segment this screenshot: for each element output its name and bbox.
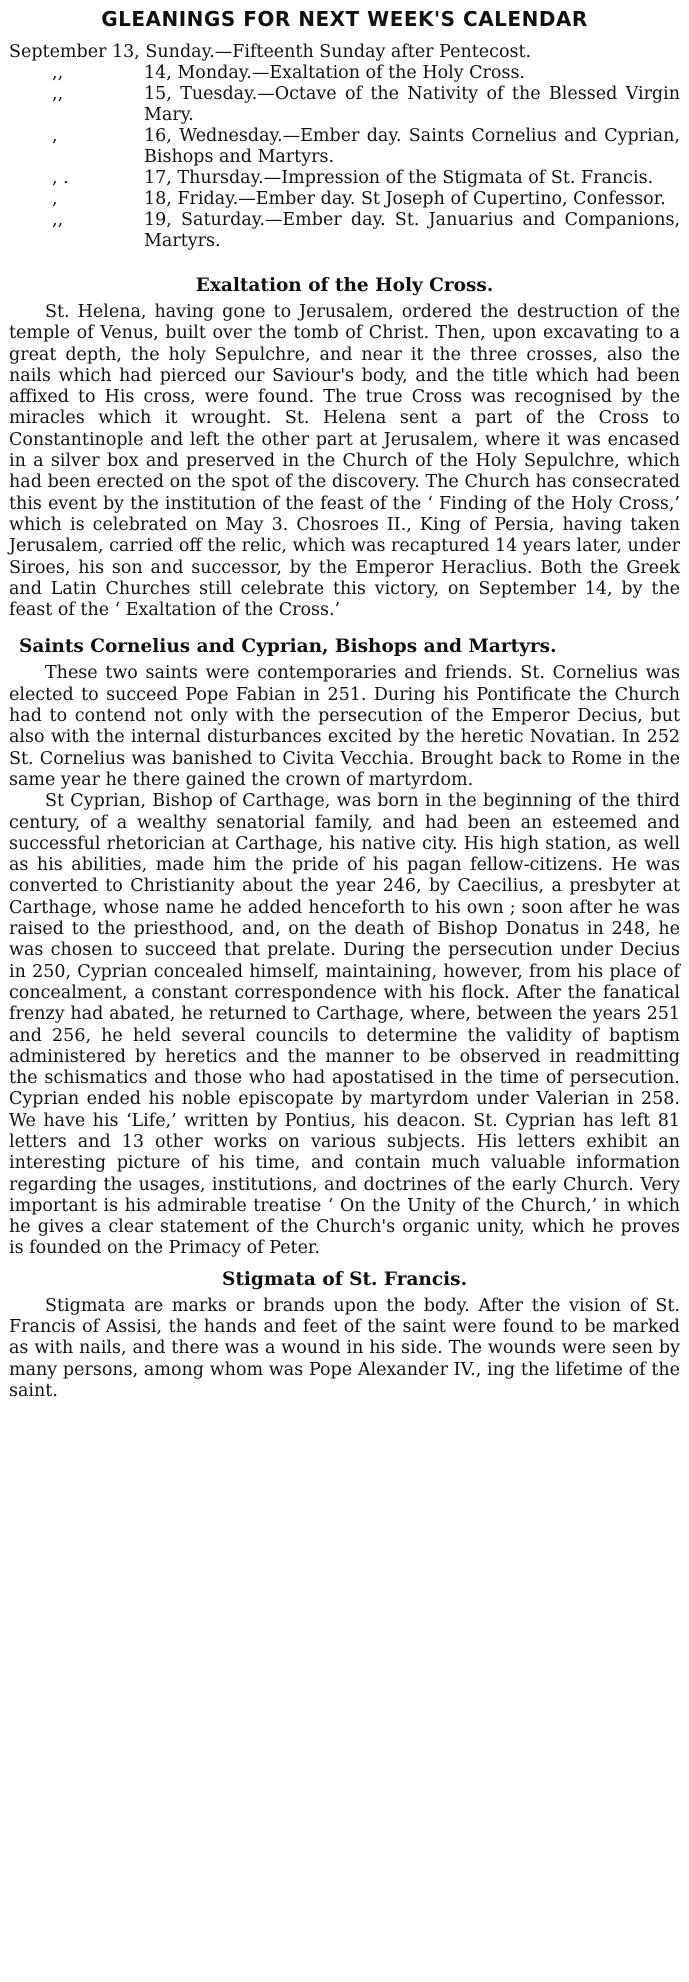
- calendar-entry: [9, 189, 680, 210]
- calendar-date: 15, Tuesday.: [144, 84, 258, 104]
- section-title: Stigmata of St. Francis.: [221, 1268, 468, 1290]
- section-title: Saints Cornelius and Cyprian, Bishops and Martyrs.: [19, 636, 557, 658]
- calendar-entry: [9, 63, 680, 84]
- calendar-date: 19, Saturday.: [144, 210, 265, 230]
- ditto-mark: ,,: [52, 84, 64, 104]
- calendar-text: —Exaltation of the Holy Cross.: [251, 63, 525, 83]
- paragraph: These two saints were contemporaries and friends. St. Cornelius was elected to succeed Pope Fabian in 251. During his Pontificate the Church had to contend not only with the persecution of the Emperor Decius, but also with the internal disturbances excited by the heretic Novatian. In 252 St. Cornelius was banished to Civita Vecchia. Brought back to Rome in the same year he there gained the crown of martyrdom.: [9, 663, 680, 790]
- calendar-text: —Ember day. St. Januarius and Companions, Martyrs.: [144, 210, 681, 251]
- calendar-entry: [9, 210, 680, 252]
- paragraph: St. Helena, having gone to Jerusalem, ordered the destruction of the temple of Venus, built over the tomb of Christ. Then, upon excavating to a great depth, the holy Sepulchre, and near it the three crosses, also the nails which had pierced our Saviour's body, and the title which had been affixed to His cross, were found. The true Cross was recognised by the miracles which it wrought. St. Helena sent a part of the Cross to Constantinople and left the other part at Jerusalem, where it was encased in a silver box and preserved in the Church of the Holy Sepulchre, which had been erected on the spot of the discovery. The Church has consecrated this event by the institution of the feast of the ‘ Finding of the Holy Cross,’ which is celebrated on May 3. Chosroes II., King of Persia, having taken Jerusalem, carried off the relic, which was recaptured 14 years later, under Siroes, his son and successor, by the Emperor Heraclius. Both the Greek and Latin Churches still celebrate this victory, on September 14, by the feast of the ‘ Exaltation of the Cross.’: [9, 302, 680, 621]
- calendar-date: 17, Thursday.: [144, 168, 264, 188]
- calendar-entry: [9, 84, 680, 126]
- paragraph: St Cyprian, Bishop of Carthage, was born in the beginning of the third century, of a wealthy senatorial family, and had been an esteemed and successful rhetorician at Carthage, his native city. His high station, as well as his abilities, made him the pride of his pagan fellow-citizens. He was converted to Christianity about the year 246, by Caecilius, a presbyter at Carthage, whose name he added henceforth to his own ; soon after he was raised to the priesthood, and, on the death of Bishop Donatus in 248, he was chosen to succeed that prelate. During the persecution under Decius in 250, Cyprian concealed himself, maintaining, however, from his place of concealment, a constant correspondence with his flock. After the fanatical frenzy had abated, he returned to Carthage, where, between the years 251 and 256, he held several councils to determine the validity of baptism administered by heretics and the manner to be observed in readmitting the schismatics and those who had apostatised in the time of persecution. Cyprian ended his noble episcopate by martyrdom under Valerian in 258. We have his ‘Life,’ written by Pontius, his deacon. St. Cyprian has left 81 letters and 13 other works on various subjects. His letters exhibit an interesting picture of his time, and contain much valuable information regarding the usages, institutions, and doctrines of the early Church. Very important is his admirable treatise ‘ On the Unity of the Church,’ in which he gives a clear statement of the Church's organic unity, which he proves is founded on the Primacy of Peter.: [9, 791, 680, 1259]
- section-title: Exaltation of the Holy Cross.: [195, 275, 494, 296]
- calendar-date: 18, Friday.: [144, 189, 239, 209]
- calendar-date: September 13, Sunday.: [9, 42, 215, 62]
- headline: GLEANINGS FOR NEXT WEEK'S CALENDAR: [101, 7, 588, 31]
- section-cornelius-cyprian: [9, 635, 680, 1259]
- newspaper-column: [9, 0, 680, 1982]
- calendar-date: 16, Wednesday.: [144, 126, 283, 146]
- calendar-text: —Ember day. Saints Cornelius and Cyprian, Bishops and Martyrs.: [144, 126, 680, 167]
- ditto-mark: ,,: [52, 63, 64, 83]
- calendar-text: —Fifteenth Sunday after Pentecost.: [214, 42, 532, 62]
- paragraph: Stigmata are marks or brands upon the body. After the vision of St. Francis of Assisi, the hands and feet of the saint were found to be marked as with nails, and there was a wound in his side. The wounds were seen by many persons, among whom was Pope Alexander IV., ing the lifetime of the saint.: [9, 1295, 680, 1401]
- calendar-entry: [9, 126, 680, 168]
- calendar-entry: [9, 168, 680, 189]
- section-stigmata: [9, 1268, 680, 1402]
- ditto-mark: ,: [52, 189, 58, 209]
- calendar-list: [9, 42, 680, 252]
- calendar-entry: [9, 42, 680, 63]
- calendar-text: —Impression of the Stigmata of St. Francis.: [263, 168, 654, 188]
- ditto-mark: ,,: [52, 210, 64, 230]
- ditto-mark: , .: [52, 168, 69, 188]
- calendar-text: —Octave of the Nativity of the Blessed Virgin Mary.: [144, 84, 680, 125]
- section-holy-cross: [9, 274, 680, 621]
- ditto-mark: ,: [52, 126, 58, 146]
- calendar-date: 14, Monday.: [144, 63, 252, 83]
- calendar-text: —Ember day. St Joseph of Cupertino, Confessor.: [238, 189, 666, 209]
